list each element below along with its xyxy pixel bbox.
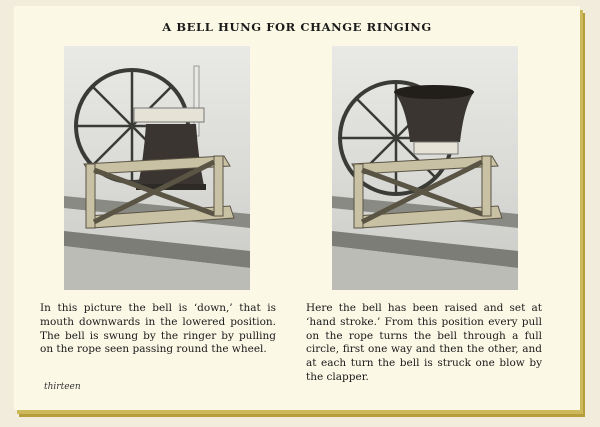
page-title: A BELL HUNG FOR CHANGE RINGING bbox=[162, 20, 432, 34]
page-number: thirteen bbox=[44, 382, 81, 392]
photo-bell-down bbox=[64, 46, 250, 290]
caption-bell-down: In this picture the bell is ‘down,’ that is mouth downwards in the lowered position. The bell is swung by the ringer by pulling on the rope seen passing round the wheel. bbox=[40, 302, 276, 356]
bell-raised-illustration bbox=[332, 46, 518, 290]
caption-bell-raised: Here the bell has been raised and set at ‘hand stroke.’ From this position every pull on the rope turns the bell through a full circle, first one way and then the other, and at each turn the bell is struck one blow by the clapper. bbox=[306, 302, 542, 383]
photo-bell-raised bbox=[332, 46, 518, 290]
booklet-page bbox=[14, 6, 580, 410]
bell-down-illustration bbox=[64, 46, 250, 290]
